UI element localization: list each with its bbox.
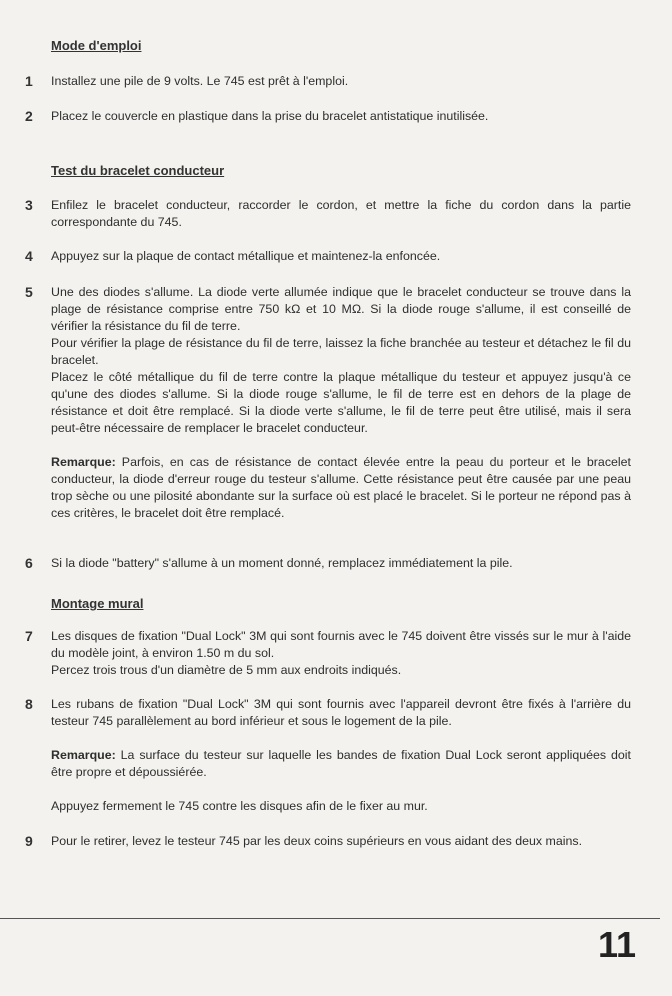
item-text: Si la diode "battery" s'allume à un moment donné, remplacez immédiatement la pile. — [51, 556, 513, 570]
item-text: Appuyez sur la plaque de contact métallique et maintenez-la enfoncée. — [51, 249, 441, 263]
item-paragraph: Percez trois trous d'un diamètre de 5 mm aux endroits indiqués. — [51, 663, 402, 677]
item-number: 3 — [25, 197, 33, 213]
item-number: 7 — [25, 628, 33, 644]
item-paragraph: Une des diodes s'allume. La diode verte allumée indique que le bracelet conducteur se trouve dans la plage de résistance comprise entre 750 kΩ et 10 MΩ. Si la diode rouge s'allume, il est conseillé de vérifier la résistance du fil de terre. — [51, 285, 631, 333]
item-number: 4 — [25, 248, 33, 264]
item-text: Enfilez le bracelet conducteur, raccorder le cordon, et mettre la fiche du cordon dans la partie correspondante du 745. — [51, 198, 631, 229]
item-number: 2 — [25, 108, 33, 124]
item-number: 5 — [25, 284, 33, 300]
remark-text: La surface du testeur sur laquelle les bandes de fixation Dual Lock seront appliquées doit être propre et dépoussiérée. — [51, 748, 631, 779]
section-heading-test-bracelet: Test du bracelet conducteur — [51, 163, 225, 178]
item-body — [51, 628, 631, 679]
item-paragraph: Pour vérifier la plage de résistance du fil de terre, laissez la fiche branchée au testeur et détachez le fil du bracelet. — [51, 336, 631, 367]
item-body — [51, 696, 631, 815]
item-paragraph: Placez le côté métallique du fil de terre contre la plaque métallique du testeur et appuyez jusqu'à ce qu'une des diodes s'allume. Si la diode rouge s'allume, le fil de terre est en dehors de la plage de résistance et doit être remplacé. Si la diode verte s'allume, le fil de terre peut être utilisé, mais il sera peut-être nécessaire de remplacer le bracelet conducteur. — [51, 370, 631, 435]
remark-paragraph — [51, 454, 631, 522]
section-heading-montage-mural: Montage mural — [51, 596, 144, 611]
footer-divider — [0, 918, 660, 919]
item-number: 8 — [25, 696, 33, 712]
item-text: Placez le couvercle en plastique dans la prise du bracelet antistatique inutilisée. — [51, 109, 489, 123]
remark-label: Remarque: — [51, 455, 116, 469]
page-number: 11 — [597, 924, 636, 965]
item-text: Installez une pile de 9 volts. Le 745 est prêt à l'emploi. — [51, 74, 349, 88]
item-paragraph: Les disques de fixation "Dual Lock" 3M qui sont fournis avec le 745 doivent être vissés sur le mur à l'aide du modèle joint, à environ 1.50 m du sol. — [51, 629, 631, 660]
item-body — [51, 284, 631, 522]
remark-text: Parfois, en cas de résistance de contact élevée entre la peau du porteur et le bracelet conducteur, la diode d'erreur rouge du testeur s'allume. Cette résistance peut être causée par une peau trop sèche ou une pilosité abondante sur la surface où est placé le bracelet. Si le porteur ne répond pas à ces critères, le bracelet doit être remplacé. — [51, 455, 631, 520]
item-number: 6 — [25, 555, 33, 571]
item-text: Pour le retirer, levez le testeur 745 par les deux coins supérieurs en vous aidant des deux mains. — [51, 834, 583, 848]
remark-label: Remarque: — [51, 748, 116, 762]
section-heading-mode-emploi: Mode d'emploi — [51, 38, 142, 53]
item-number: 1 — [25, 73, 33, 89]
item-number: 9 — [25, 833, 33, 849]
item-paragraph: Les rubans de fixation "Dual Lock" 3M qui sont fournis avec l'appareil devront être fixés à l'arrière du testeur 745 parallèlement au bord inférieur et sous le logement de la pile. — [51, 697, 631, 728]
item-paragraph: Appuyez fermement le 745 contre les disques afin de le fixer au mur. — [51, 799, 428, 813]
remark-paragraph — [51, 747, 631, 781]
